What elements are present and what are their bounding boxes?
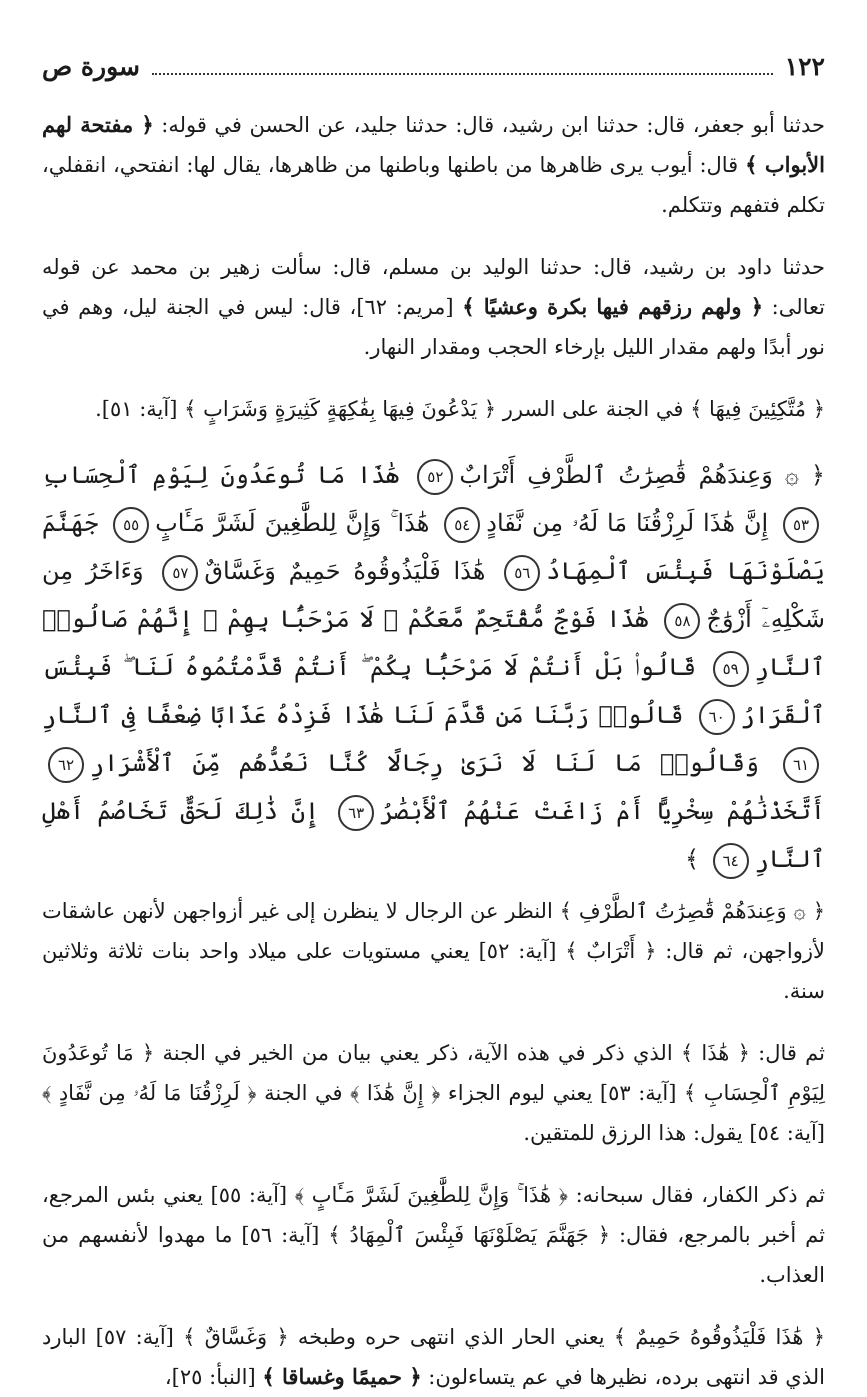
verse-number: ٥٦ — [504, 555, 540, 591]
quran-quote: ﴿ إِنَّ هَٰذَا ﴾ — [350, 1081, 441, 1105]
quran-quote: ﴿ مفتحة لهم الأبواب ﴾ — [42, 112, 825, 177]
quran-verses-block — [42, 451, 825, 883]
verse-text: ﴿ ۞ وَعِندَهُمْ قَٰصِرَٰتُ ٱلطَّرْفِ أَتْرَابٌ — [459, 461, 825, 489]
verse-number: ٦٢ — [48, 747, 84, 783]
quran-quote: ﴿ يَدْعُونَ فِيهَا بِفَٰكِهَةٍ كَثِيرَةٍ وَشَرَابٍ ﴾ — [184, 397, 497, 421]
paragraph-text: [آية: ٥٢] يعني مستويات على ميلاد واحد بنات ثلاثة وثلاثين سنة. — [42, 939, 825, 1003]
verse-text: هَٰذَا فَلْيَذُوقُوهُ حَمِيمٌ وَغَسَّاقٌ — [204, 557, 486, 585]
verse-close-bracket: ﴾ — [684, 845, 700, 873]
surah-title: سورة ص — [42, 52, 140, 81]
paragraph-text: في الجنة — [256, 1081, 351, 1105]
quran-quote: ﴿ أَتْرَابٌ ﴾ — [565, 939, 657, 963]
verse-number: ٥٩ — [713, 651, 749, 687]
verse-number: ٥٤ — [444, 507, 480, 543]
verse-text: وَءَاخَرُ مِن شَكْلِهِۦٓ أَزْوَٰجٌ — [42, 557, 825, 633]
quran-quote: ﴿ ۞ وَعِندَهُمْ قَٰصِرَٰتُ ٱلطَّرْفِ ﴾ — [559, 899, 825, 923]
quran-quote: ﴿ هَٰذَا فَلْيَذُوقُوهُ حَمِيمٌ ﴾ — [613, 1325, 825, 1349]
paragraph-text: الذي ذكر في هذه الآية، ذكر يعني بيان من الخير في الجنة — [154, 1041, 681, 1065]
verse-number: ٦٤ — [713, 843, 749, 879]
verse-text: قَالُوا۟ رَبَّنَا مَن قَدَّمَ لَنَا هَٰذَا فَزِدْهُ عَذَابًا ضِعْفًا فِى ٱلنَّارِ — [42, 701, 684, 729]
paragraph-text: يعني الحار الذي انتهى حره وطبخه — [288, 1325, 614, 1349]
paragraph-text: حدثنا أبو جعفر، قال: حدثنا ابن رشيد، قال: حدثنا جليد، عن الحسن في قوله: — [153, 113, 825, 137]
verse-text: هَٰذَا مَا تُوعَدُونَ لِيَوْمِ ٱلْحِسَابِ — [42, 461, 400, 489]
paragraph-text: [آية: ٥٧] البارد الذي قد انتهى برده، نظيرها في عم يتساءلون: — [42, 1325, 825, 1389]
paragraph-text: النظر عن الرجال لا ينظرن إلى غير أزواجهن لأنهن عاشقات لأزواجهن، ثم قال: — [42, 899, 825, 963]
paragraph-5 — [42, 1033, 825, 1153]
paragraph-3 — [42, 389, 825, 429]
paragraph-text: ثم قال: — [749, 1041, 825, 1065]
quran-quote: ﴿ مَا تُوعَدُونَ لِيَوْمِ ٱلْحِسَابِ ﴾ — [42, 1041, 825, 1105]
page-header — [42, 52, 825, 81]
header-dotted-leader — [152, 59, 773, 75]
quran-quote: ﴿ لَرِزْقُنَا مَا لَهُۥ مِن نَّفَادٍ ﴾ — [42, 1081, 257, 1105]
paragraph-text: [آية: ٥٥] يعني بئس المرجع، ثم أخبر بالمرجع، فقال: — [42, 1183, 826, 1247]
paragraph-text: ثم ذكر الكفار، فقال سبحانه: — [567, 1183, 825, 1207]
verse-number: ٦١ — [783, 747, 819, 783]
quran-quote: ﴿ ولهم رزقهم فيها بكرة وعشيًا ﴾ — [462, 294, 764, 319]
paragraph-text: [آية: ٥٦] ما مهدوا لأنفسهم من العذاب. — [42, 1223, 825, 1287]
verse-text: جَهَنَّمَ يَصْلَوْنَهَا فَبِئْسَ ٱلْمِهَادُ — [42, 509, 825, 585]
paragraph-text: [آية: ٥١]. — [95, 397, 185, 421]
paragraph-1 — [42, 105, 825, 225]
verse-text: أَتَّخَذْنَٰهُمْ سِخْرِيًّا أَمْ زَاغَتْ عَنْهُمُ ٱلْأَبْصَٰرُ — [380, 797, 825, 825]
verse-number: ٥٢ — [417, 459, 453, 495]
paragraph-text: [مريم: ٦٢]، قال: ليس في الجنة ليل، وهم في نور أبدًا ولهم مقدار الليل بإرخاء الحجب ومقدار النهار. — [42, 295, 825, 359]
verse-number: ٦٣ — [338, 795, 374, 831]
verse-number: ٥٣ — [783, 507, 819, 543]
paragraph-6 — [42, 1175, 825, 1295]
quran-quote: ﴿ وَغَسَّاقٌ ﴾ — [183, 1325, 289, 1349]
verse-number: ٥٧ — [162, 555, 198, 591]
verse-text: إِنَّ هَٰذَا لَرِزْقُنَا مَا لَهُۥ مِن نَّفَادٍ — [486, 509, 769, 537]
verse-text: وَقَالُوا۟ مَا لَنَا لَا نَرَىٰ رِجَالًا كُنَّا نَعُدُّهُم مِّنَ ٱلْأَشْرَارِ — [90, 749, 759, 777]
paragraph-4 — [42, 891, 825, 1011]
verse-text: إِنَّ ذَٰلِكَ لَحَقٌّ تَخَاصُمُ أَهْلِ ٱلنَّارِ — [42, 797, 825, 873]
paragraph-7 — [42, 1317, 825, 1397]
verse-number: ٥٥ — [113, 507, 149, 543]
paragraph-text: [آية: ٥٤] يقول: هذا الرزق للمتقين. — [523, 1121, 825, 1145]
quran-quote: ﴿ حميمًا وغساقا ﴾ — [262, 1364, 422, 1389]
quran-quote: ﴿ جَهَنَّمَ يَصْلَوْنَهَا فَبِئْسَ ٱلْمِهَادُ ﴾ — [328, 1223, 611, 1247]
verse-text: هَٰذَا ۚ وَإِنَّ لِلطَّٰغِينَ لَشَرَّ مَـَٔابٍ — [155, 509, 430, 537]
paragraph-text: حدثنا داود بن رشيد، قال: حدثنا الوليد بن مسلم، قال: سألت زهير بن محمد عن قوله تعالى: — [42, 255, 825, 319]
paragraph-text: في الجنة على السرر — [496, 397, 691, 421]
paragraph-text: [النبأ: ٢٥]، — [164, 1365, 263, 1389]
quran-quote: ﴿ هَٰذَا ﴾ — [680, 1041, 750, 1065]
paragraph-text: قال: أيوب يرى ظاهرها من باطنها وباطنها من ظاهرها، يقال لها: انفتحي، انقفلي، تكلم فتفهم وتتكلم. — [42, 153, 825, 217]
paragraph-text: [آية: ٥٣] يعني ليوم الجزاء — [440, 1081, 684, 1105]
page-number: ١٢٢ — [784, 52, 825, 81]
verse-number: ٥٨ — [664, 603, 700, 639]
quran-quote: ﴿ مُتَّكِئِينَ فِيهَا ﴾ — [690, 397, 825, 421]
verse-text: قَالُوا۟ بَلْ أَنتُمْ لَا مَرْحَبًۢا بِكُمْ ۖ أَنتُمْ قَدَّمْتُمُوهُ لَنَا ۖ فَبِئْسَ ٱلْقَرَارُ — [42, 653, 825, 729]
verse-number: ٦٠ — [699, 699, 735, 735]
verse-text: هَٰذَا فَوْجٌ مُّقْتَحِمٌ مَّعَكُمْ ۖ لَا مَرْحَبًۢا بِهِمْ ۚ إِنَّهُمْ صَالُوا۟ ٱلنَّارِ — [42, 605, 825, 681]
paragraph-2 — [42, 247, 825, 367]
quran-quote: ﴿ هَٰذَا ۚ وَإِنَّ لِلطَّٰغِينَ لَشَرَّ مَـَٔابٍ ﴾ — [294, 1183, 568, 1207]
